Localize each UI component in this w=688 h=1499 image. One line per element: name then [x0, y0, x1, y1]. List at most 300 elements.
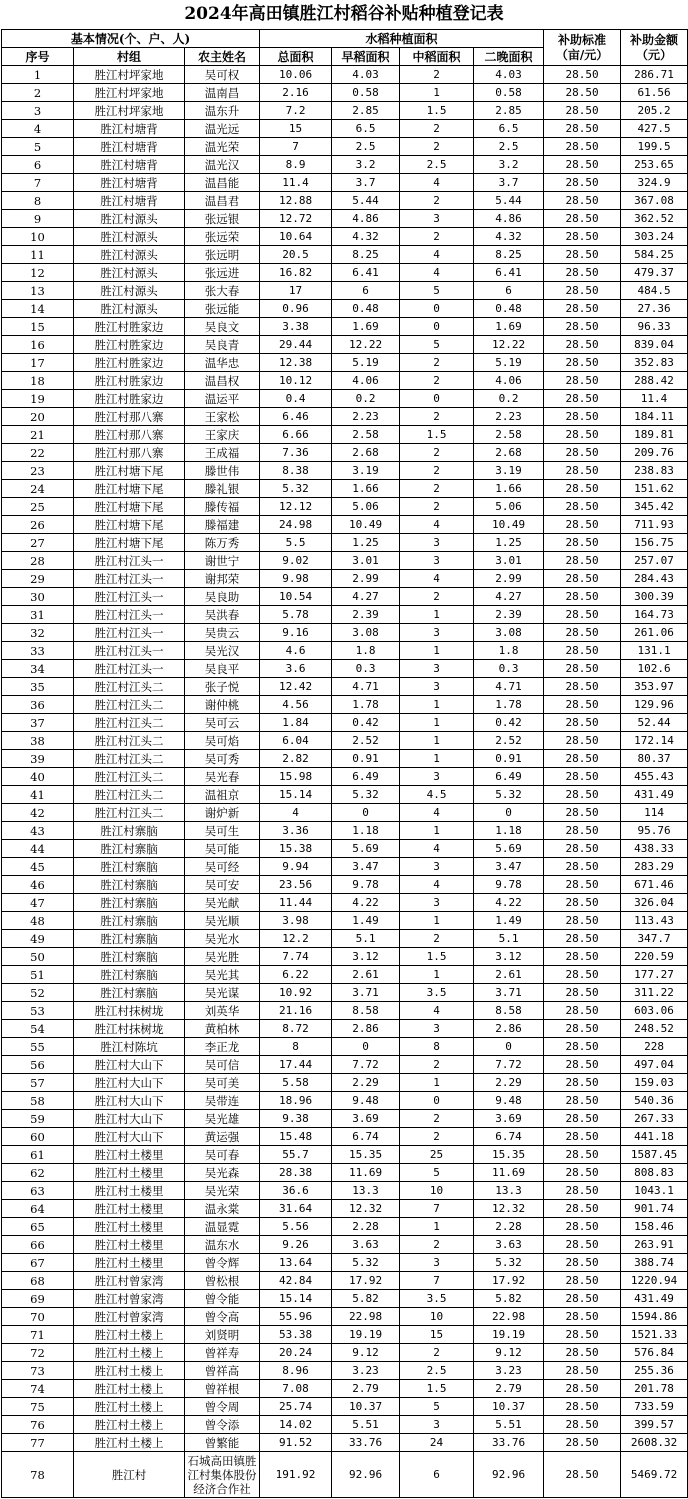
cell-name: 曾令能 — [185, 1290, 260, 1308]
cell-seq: 35 — [2, 678, 74, 696]
cell-seq: 61 — [2, 1146, 74, 1164]
cell-group: 胜江村坪家地 — [74, 84, 185, 102]
cell-name: 王成福 — [185, 444, 260, 462]
cell-mid: 3 — [400, 624, 474, 642]
cell-amount: 27.36 — [621, 300, 688, 318]
cell-group: 胜江村江头二 — [74, 732, 185, 750]
cell-group: 胜江村土楼上 — [74, 1344, 185, 1362]
cell-seq: 68 — [2, 1272, 74, 1290]
cell-standard: 28.50 — [544, 156, 621, 174]
table-row — [2, 588, 688, 606]
cell-late: 0.48 — [474, 300, 544, 318]
cell-group: 胜江村抹树垅 — [74, 1020, 185, 1038]
cell-amount: 303.24 — [621, 228, 688, 246]
cell-standard: 28.50 — [544, 570, 621, 588]
cell-early: 1.66 — [332, 480, 400, 498]
cell-late: 9.48 — [474, 1092, 544, 1110]
table-row — [2, 372, 688, 390]
cell-total: 15 — [260, 120, 332, 138]
table-row — [2, 1254, 688, 1272]
cell-seq: 62 — [2, 1164, 74, 1182]
cell-seq: 44 — [2, 840, 74, 858]
table-row — [2, 930, 688, 948]
cell-name: 张大春 — [185, 282, 260, 300]
cell-late: 19.19 — [474, 1326, 544, 1344]
cell-early: 8.58 — [332, 1002, 400, 1020]
cell-mid: 2 — [400, 462, 474, 480]
cell-group: 胜江村曾家湾 — [74, 1290, 185, 1308]
cell-early: 3.01 — [332, 552, 400, 570]
cell-total: 15.38 — [260, 840, 332, 858]
cell-group: 胜江村坪家地 — [74, 66, 185, 84]
cell-amount: 326.04 — [621, 894, 688, 912]
cell-seq: 73 — [2, 1362, 74, 1380]
cell-standard: 28.50 — [544, 1362, 621, 1380]
cell-mid: 3 — [400, 1020, 474, 1038]
table-row — [2, 786, 688, 804]
cell-late: 0.2 — [474, 390, 544, 408]
cell-early: 0.91 — [332, 750, 400, 768]
cell-total: 6.66 — [260, 426, 332, 444]
cell-late: 4.06 — [474, 372, 544, 390]
cell-standard: 28.50 — [544, 1200, 621, 1218]
cell-standard: 28.50 — [544, 858, 621, 876]
cell-late: 17.92 — [474, 1272, 544, 1290]
table-body — [2, 66, 688, 1498]
cell-name: 曾祥寿 — [185, 1344, 260, 1362]
cell-total: 8.72 — [260, 1020, 332, 1038]
cell-early: 12.32 — [332, 1200, 400, 1218]
cell-early: 4.06 — [332, 372, 400, 390]
cell-amount: 238.83 — [621, 462, 688, 480]
cell-seq: 10 — [2, 228, 74, 246]
cell-standard: 28.50 — [544, 120, 621, 138]
cell-amount: 286.71 — [621, 66, 688, 84]
cell-standard: 28.50 — [544, 696, 621, 714]
cell-early: 5.06 — [332, 498, 400, 516]
cell-late: 2.99 — [474, 570, 544, 588]
cell-amount: 95.76 — [621, 822, 688, 840]
cell-total: 6.04 — [260, 732, 332, 750]
cell-early: 4.22 — [332, 894, 400, 912]
cell-seq: 26 — [2, 516, 74, 534]
cell-group: 胜江村土楼上 — [74, 1362, 185, 1380]
cell-group: 胜江村源头 — [74, 228, 185, 246]
cell-seq: 52 — [2, 984, 74, 1002]
document-title: 2024年高田镇胜江村稻谷补贴种植登记表 — [184, 4, 504, 24]
cell-standard: 28.50 — [544, 102, 621, 120]
cell-standard: 28.50 — [544, 1236, 621, 1254]
cell-early: 9.48 — [332, 1092, 400, 1110]
cell-amount: 345.42 — [621, 498, 688, 516]
cell-late: 2.5 — [474, 138, 544, 156]
cell-late: 6.41 — [474, 264, 544, 282]
cell-amount: 603.06 — [621, 1002, 688, 1020]
cell-name: 温祖京 — [185, 786, 260, 804]
cell-group: 胜江村江头一 — [74, 642, 185, 660]
cell-standard: 28.50 — [544, 948, 621, 966]
cell-seq: 65 — [2, 1218, 74, 1236]
cell-standard: 28.50 — [544, 1434, 621, 1452]
cell-standard: 28.50 — [544, 750, 621, 768]
cell-total: 3.36 — [260, 822, 332, 840]
cell-mid: 25 — [400, 1146, 474, 1164]
cell-total: 12.12 — [260, 498, 332, 516]
cell-total: 91.52 — [260, 1434, 332, 1452]
table-row — [2, 210, 688, 228]
cell-amount: 267.33 — [621, 1110, 688, 1128]
cell-mid: 5 — [400, 1164, 474, 1182]
cell-standard: 28.50 — [544, 516, 621, 534]
table-row — [2, 966, 688, 984]
cell-name: 温运平 — [185, 390, 260, 408]
table-row — [2, 1398, 688, 1416]
cell-standard: 28.50 — [544, 966, 621, 984]
cell-late: 0 — [474, 804, 544, 822]
cell-standard: 28.50 — [544, 1398, 621, 1416]
cell-early: 2.99 — [332, 570, 400, 588]
cell-late: 3.19 — [474, 462, 544, 480]
table-row — [2, 1326, 688, 1344]
cell-mid: 4.5 — [400, 786, 474, 804]
cell-mid: 4 — [400, 264, 474, 282]
cell-standard: 28.50 — [544, 1254, 621, 1272]
cell-total: 12.38 — [260, 354, 332, 372]
cell-amount: 431.49 — [621, 786, 688, 804]
table-row — [2, 876, 688, 894]
cell-seq: 29 — [2, 570, 74, 588]
cell-standard: 28.50 — [544, 1074, 621, 1092]
cell-mid: 10 — [400, 1182, 474, 1200]
table-row — [2, 840, 688, 858]
cell-group: 胜江村寨脑 — [74, 966, 185, 984]
cell-amount: 220.59 — [621, 948, 688, 966]
cell-seq: 54 — [2, 1020, 74, 1038]
cell-standard: 28.50 — [544, 246, 621, 264]
cell-group: 胜江村土楼里 — [74, 1182, 185, 1200]
cell-mid: 1 — [400, 750, 474, 768]
cell-mid: 1 — [400, 606, 474, 624]
cell-late: 5.06 — [474, 498, 544, 516]
table-row — [2, 192, 688, 210]
cell-group: 胜江村寨脑 — [74, 858, 185, 876]
cell-mid: 2 — [400, 930, 474, 948]
cell-standard: 28.50 — [544, 984, 621, 1002]
cell-amount: 388.74 — [621, 1254, 688, 1272]
cell-late: 5.32 — [474, 1254, 544, 1272]
cell-late: 3.2 — [474, 156, 544, 174]
cell-name: 吴光谋 — [185, 984, 260, 1002]
cell-amount: 114 — [621, 804, 688, 822]
cell-group: 胜江村土楼上 — [74, 1398, 185, 1416]
cell-total: 9.16 — [260, 624, 332, 642]
cell-group: 胜江村土楼里 — [74, 1236, 185, 1254]
table-row — [2, 120, 688, 138]
cell-standard: 28.50 — [544, 264, 621, 282]
cell-name: 滕传福 — [185, 498, 260, 516]
cell-group: 胜江村曾家湾 — [74, 1272, 185, 1290]
cell-late: 1.25 — [474, 534, 544, 552]
cell-total: 5.5 — [260, 534, 332, 552]
cell-group: 胜江村江头一 — [74, 588, 185, 606]
cell-late: 11.69 — [474, 1164, 544, 1182]
cell-total: 3.6 — [260, 660, 332, 678]
cell-early: 3.19 — [332, 462, 400, 480]
header-subsidy-amount: 补助金额（元） — [621, 30, 688, 66]
cell-mid: 2 — [400, 408, 474, 426]
cell-early: 13.3 — [332, 1182, 400, 1200]
cell-late: 3.71 — [474, 984, 544, 1002]
cell-name: 温光远 — [185, 120, 260, 138]
table-row — [2, 1308, 688, 1326]
cell-standard: 28.50 — [544, 174, 621, 192]
cell-standard: 28.50 — [544, 1146, 621, 1164]
cell-amount: 540.36 — [621, 1092, 688, 1110]
cell-late: 5.82 — [474, 1290, 544, 1308]
cell-late: 2.61 — [474, 966, 544, 984]
cell-early: 3.12 — [332, 948, 400, 966]
cell-amount: 172.14 — [621, 732, 688, 750]
cell-amount: 131.1 — [621, 642, 688, 660]
cell-group: 胜江村江头二 — [74, 678, 185, 696]
table-row — [2, 264, 688, 282]
table-row — [2, 642, 688, 660]
cell-total: 8 — [260, 1038, 332, 1056]
cell-total: 16.82 — [260, 264, 332, 282]
cell-late: 2.79 — [474, 1380, 544, 1398]
cell-seq: 12 — [2, 264, 74, 282]
cell-amount: 102.6 — [621, 660, 688, 678]
cell-standard: 28.50 — [544, 678, 621, 696]
cell-amount: 497.04 — [621, 1056, 688, 1074]
table-row — [2, 858, 688, 876]
cell-early: 5.82 — [332, 1290, 400, 1308]
cell-late: 0.42 — [474, 714, 544, 732]
table-row — [2, 462, 688, 480]
cell-group: 胜江村源头 — [74, 282, 185, 300]
cell-group: 胜江村大山下 — [74, 1110, 185, 1128]
cell-name: 曾松根 — [185, 1272, 260, 1290]
cell-seq: 20 — [2, 408, 74, 426]
table-row — [2, 1038, 688, 1056]
cell-group: 胜江村塘背 — [74, 174, 185, 192]
cell-name: 吴可美 — [185, 1074, 260, 1092]
cell-mid: 2 — [400, 1056, 474, 1074]
cell-total: 5.78 — [260, 606, 332, 624]
cell-group: 胜江村大山下 — [74, 1128, 185, 1146]
cell-amount: 80.37 — [621, 750, 688, 768]
cell-mid: 1.5 — [400, 948, 474, 966]
cell-amount: 1594.86 — [621, 1308, 688, 1326]
cell-name: 张远进 — [185, 264, 260, 282]
cell-mid: 3 — [400, 1416, 474, 1434]
table-row — [2, 1182, 688, 1200]
cell-name: 吴良助 — [185, 588, 260, 606]
cell-amount: 253.65 — [621, 156, 688, 174]
cell-amount: 288.42 — [621, 372, 688, 390]
cell-amount: 839.04 — [621, 336, 688, 354]
cell-group: 胜江村塘背 — [74, 138, 185, 156]
cell-amount: 263.91 — [621, 1236, 688, 1254]
table-row — [2, 156, 688, 174]
cell-standard: 28.50 — [544, 768, 621, 786]
cell-seq: 27 — [2, 534, 74, 552]
cell-late: 6.49 — [474, 768, 544, 786]
cell-mid: 2 — [400, 228, 474, 246]
cell-early: 4.27 — [332, 588, 400, 606]
cell-name: 温华忠 — [185, 354, 260, 372]
cell-mid: 2 — [400, 1110, 474, 1128]
cell-late: 0.91 — [474, 750, 544, 768]
cell-group: 胜江村土楼里 — [74, 1200, 185, 1218]
table-row — [2, 624, 688, 642]
cell-name: 刘贤明 — [185, 1326, 260, 1344]
cell-early: 8.25 — [332, 246, 400, 264]
cell-standard: 28.50 — [544, 1020, 621, 1038]
cell-name: 吴光献 — [185, 894, 260, 912]
cell-early: 0.42 — [332, 714, 400, 732]
cell-seq: 18 — [2, 372, 74, 390]
cell-amount: 353.97 — [621, 678, 688, 696]
cell-mid: 4 — [400, 516, 474, 534]
header-row-group — [2, 30, 688, 48]
cell-mid: 4 — [400, 246, 474, 264]
cell-early: 2.28 — [332, 1218, 400, 1236]
table-row — [2, 1164, 688, 1182]
cell-standard: 28.50 — [544, 1326, 621, 1344]
cell-name: 张远荣 — [185, 228, 260, 246]
cell-seq: 8 — [2, 192, 74, 210]
cell-amount: 201.78 — [621, 1380, 688, 1398]
table-row — [2, 534, 688, 552]
cell-seq: 43 — [2, 822, 74, 840]
cell-total: 28.38 — [260, 1164, 332, 1182]
header-subsidy-standard: 补助标准（亩/元） — [544, 30, 621, 66]
cell-late: 1.69 — [474, 318, 544, 336]
cell-late: 0.3 — [474, 660, 544, 678]
cell-standard: 28.50 — [544, 786, 621, 804]
cell-standard: 28.50 — [544, 192, 621, 210]
cell-amount: 61.56 — [621, 84, 688, 102]
header-early-area: 早稻面积 — [332, 48, 400, 66]
cell-group: 胜江村源头 — [74, 246, 185, 264]
cell-name: 刘英华 — [185, 1002, 260, 1020]
cell-late: 2.86 — [474, 1020, 544, 1038]
cell-amount: 431.49 — [621, 1290, 688, 1308]
table-row — [2, 1434, 688, 1452]
table-row — [2, 1362, 688, 1380]
cell-seq: 53 — [2, 1002, 74, 1020]
cell-amount: 347.7 — [621, 930, 688, 948]
table-row — [2, 1236, 688, 1254]
cell-standard: 28.50 — [544, 930, 621, 948]
table-row — [2, 1380, 688, 1398]
cell-seq: 25 — [2, 498, 74, 516]
cell-late: 3.69 — [474, 1110, 544, 1128]
cell-total: 20.24 — [260, 1344, 332, 1362]
cell-name: 谢世宁 — [185, 552, 260, 570]
cell-group: 胜江村塘下尾 — [74, 462, 185, 480]
cell-total: 14.02 — [260, 1416, 332, 1434]
cell-name: 黄运强 — [185, 1128, 260, 1146]
cell-standard: 28.50 — [544, 300, 621, 318]
header-seq: 序号 — [2, 48, 74, 66]
cell-name: 吴可春 — [185, 1146, 260, 1164]
cell-name: 曾令高 — [185, 1308, 260, 1326]
table-row — [2, 750, 688, 768]
table-row — [2, 570, 688, 588]
cell-early: 0 — [332, 804, 400, 822]
cell-late: 2.23 — [474, 408, 544, 426]
cell-group: 胜江村那八寨 — [74, 426, 185, 444]
cell-name: 吴良文 — [185, 318, 260, 336]
cell-total: 10.92 — [260, 984, 332, 1002]
cell-late: 4.03 — [474, 66, 544, 84]
cell-mid: 0 — [400, 1092, 474, 1110]
cell-group: 胜江村土楼上 — [74, 1434, 185, 1452]
table-row — [2, 336, 688, 354]
table-row — [2, 1200, 688, 1218]
cell-late: 10.37 — [474, 1398, 544, 1416]
table-row — [2, 804, 688, 822]
cell-total: 7.2 — [260, 102, 332, 120]
cell-total: 31.64 — [260, 1200, 332, 1218]
cell-amount: 324.9 — [621, 174, 688, 192]
cell-name: 温昌权 — [185, 372, 260, 390]
cell-mid: 3 — [400, 210, 474, 228]
cell-early: 11.69 — [332, 1164, 400, 1182]
cell-mid: 1.5 — [400, 1380, 474, 1398]
table-row — [2, 390, 688, 408]
cell-amount: 300.39 — [621, 588, 688, 606]
cell-early: 3.69 — [332, 1110, 400, 1128]
cell-standard: 28.50 — [544, 804, 621, 822]
cell-mid: 2 — [400, 1344, 474, 1362]
cell-mid: 7 — [400, 1272, 474, 1290]
cell-seq: 16 — [2, 336, 74, 354]
cell-standard: 28.50 — [544, 714, 621, 732]
cell-group: 胜江村胜家边 — [74, 354, 185, 372]
cell-late: 1.49 — [474, 912, 544, 930]
cell-seq: 55 — [2, 1038, 74, 1056]
cell-seq: 56 — [2, 1056, 74, 1074]
cell-seq: 1 — [2, 66, 74, 84]
cell-total: 11.4 — [260, 174, 332, 192]
cell-name: 曾令周 — [185, 1398, 260, 1416]
cell-early: 10.37 — [332, 1398, 400, 1416]
cell-name: 张子悦 — [185, 678, 260, 696]
cell-total: 7.36 — [260, 444, 332, 462]
cell-standard: 28.50 — [544, 1290, 621, 1308]
cell-late: 1.66 — [474, 480, 544, 498]
cell-early: 4.03 — [332, 66, 400, 84]
cell-amount: 113.43 — [621, 912, 688, 930]
cell-late: 2.68 — [474, 444, 544, 462]
cell-seq: 23 — [2, 462, 74, 480]
cell-total: 17.44 — [260, 1056, 332, 1074]
cell-standard: 28.50 — [544, 894, 621, 912]
table-row — [2, 66, 688, 84]
cell-standard: 28.50 — [544, 1002, 621, 1020]
table-row — [2, 552, 688, 570]
cell-total: 53.38 — [260, 1326, 332, 1344]
cell-early: 7.72 — [332, 1056, 400, 1074]
cell-amount: 399.57 — [621, 1416, 688, 1434]
cell-amount: 228 — [621, 1038, 688, 1056]
cell-standard: 28.50 — [544, 354, 621, 372]
cell-seq: 4 — [2, 120, 74, 138]
cell-seq: 38 — [2, 732, 74, 750]
